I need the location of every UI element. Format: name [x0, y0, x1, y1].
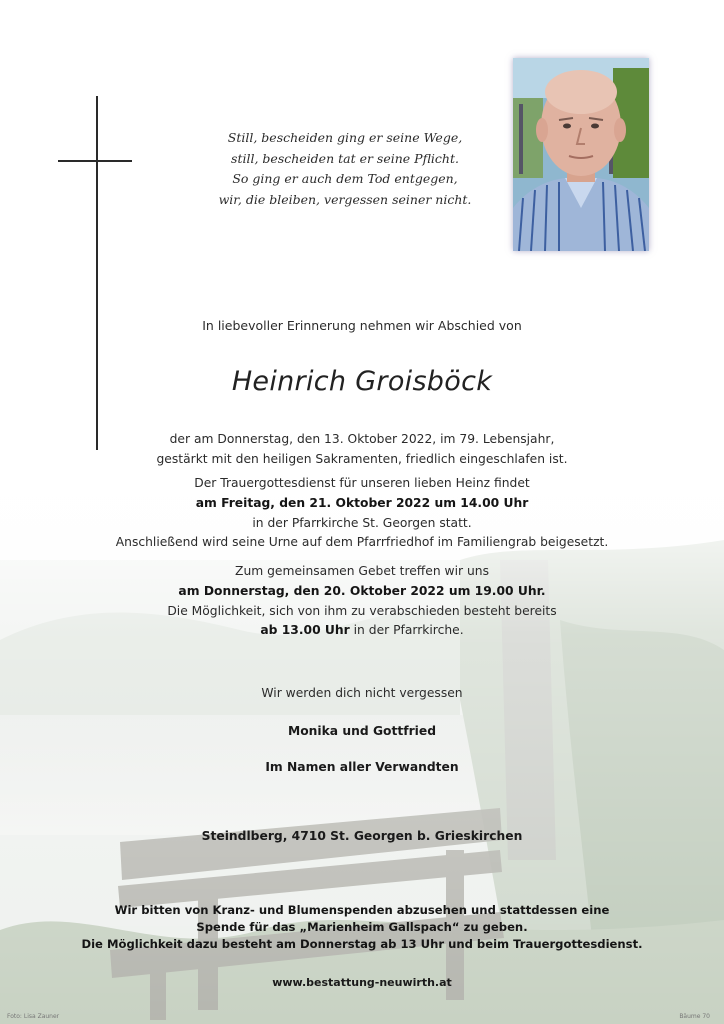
photo-credit: Foto: Lisa Zauner [7, 1013, 60, 1020]
death-notice [0, 430, 724, 470]
portrait-photo [513, 58, 649, 251]
funeral-line: Anschließend wird seine Urne auf dem Pfarrfriedhof im Familiengrab beigesetzt. [115, 535, 609, 550]
death-notice-line: der am Donnerstag, den 13. Oktober 2022, im 79. Lebensjahr, [169, 432, 555, 446]
template-credit: Bäume 70 [679, 1013, 710, 1020]
address: Steindlberg, 4710 St. Georgen b. Grieskirchen [201, 829, 523, 843]
viewing-location: in der Pfarrkirche. [349, 623, 464, 638]
donation-note [0, 902, 724, 953]
death-notice-line: gestärkt mit den heiligen Sakramenten, friedlich eingeschlafen ist. [156, 451, 568, 466]
prayer-line [0, 621, 724, 641]
signature-primary: Monika und Gottfried [287, 724, 437, 738]
cross-icon-horizontal [58, 160, 132, 162]
viewing-time: ab 13.00 Uhr [260, 623, 350, 638]
donation-line: Spende für das „Marienheim Gallspach“ zu geben. [196, 920, 528, 934]
prayer-datetime: am Donnerstag, den 20. Oktober 2022 um 19.00 Uhr. [178, 583, 546, 598]
deceased-name: Heinrich Groisböck [231, 366, 493, 397]
website-link[interactable]: www.bestattung-neuwirth.at [272, 976, 452, 989]
funeral-datetime: am Freitag, den 21. Oktober 2022 um 14.00 Uhr [195, 495, 529, 510]
intro-text: In liebevoller Erinnerung nehmen wir Abschied von [202, 318, 522, 333]
poem-line: still, bescheiden tat er seine Pflicht. [231, 150, 459, 166]
farewell-text: Wir werden dich nicht vergessen [261, 686, 463, 700]
funeral-line: in der Pfarrkirche St. Georgen statt. [252, 515, 472, 530]
prayer-line: Zum gemeinsamen Gebet treffen wir uns [235, 564, 489, 578]
poem-line: wir, die bleiben, vergessen seiner nicht. [218, 191, 472, 207]
funeral-info [0, 474, 724, 553]
funeral-line: Der Trauergottesdienst für unseren lieben Heinz findet [194, 476, 530, 490]
poem-line: Still, bescheiden ging er seine Wege, [227, 130, 463, 145]
signature-secondary: Im Namen aller Verwandten [265, 760, 459, 774]
prayer-info [0, 562, 724, 641]
poem-line: So ging er auch dem Tod entgegen, [232, 171, 458, 186]
prayer-line: Die Möglichkeit, sich von ihm zu verabschieden besteht bereits [167, 603, 557, 618]
donation-line: Wir bitten von Kranz- und Blumenspenden abzusehen und stattdessen eine [114, 903, 610, 917]
poem [200, 128, 490, 210]
donation-line: Die Möglichkeit dazu besteht am Donnerstag ab 13 Uhr und beim Trauergottesdienst. [81, 937, 643, 951]
